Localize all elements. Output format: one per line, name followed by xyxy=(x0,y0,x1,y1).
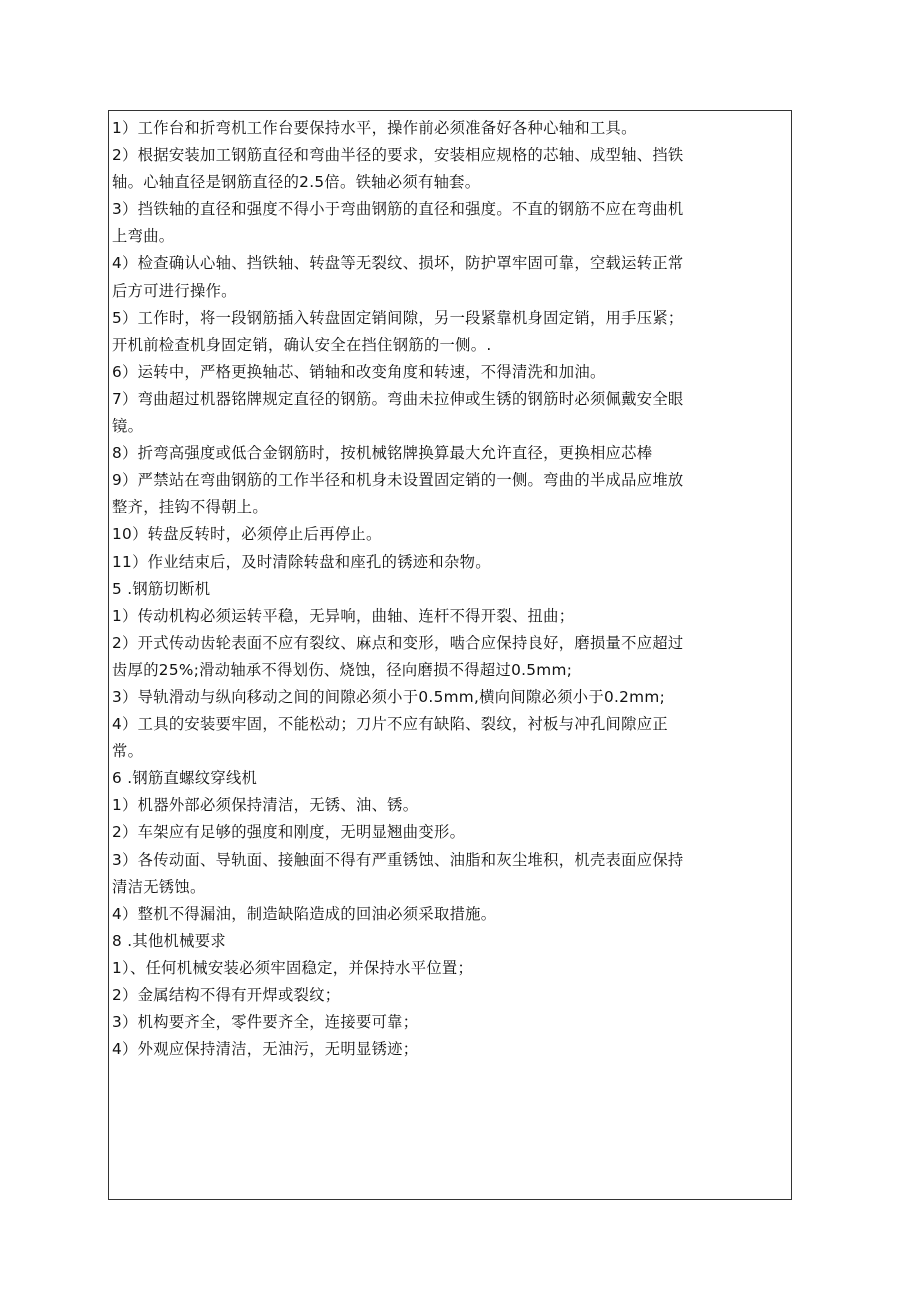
text-line: 镜。 xyxy=(112,417,144,436)
text-line: 9）严禁站在弯曲钢筋的工作半径和机身未设置固定销的一侧。弯曲的半成品应堆放 xyxy=(112,471,684,490)
text-line: 1）机器外部必须保持清洁，无锈、油、锈。 xyxy=(112,796,419,815)
section-heading: 6 .钢筋直螺纹穿线机 xyxy=(112,769,258,788)
text-line: 11）作业结束后，及时清除转盘和座孔的锈迹和杂物。 xyxy=(112,552,491,571)
text-line: 4）整机不得漏油，制造缺陷造成的回油必须采取措施。 xyxy=(112,904,497,923)
text-line: 4）检查确认心轴、挡铁轴、转盘等无裂纹、损坏，防护罩牢固可靠，空载运转正常 xyxy=(112,254,684,273)
text-line: 常。 xyxy=(112,742,144,761)
text-line: 1）传动机构必须运转平稳，无异响，曲轴、连杆不得开裂、扭曲； xyxy=(112,606,575,625)
text-line: 3）导轨滑动与纵向移动之间的间隙必须小于0.5mm,横向间隙必须小于0.2mm; xyxy=(112,687,666,706)
text-line: 8）折弯高强度或低合金钢筋时，按机械铭牌换算最大允许直径，更换相应芯棒 xyxy=(112,444,653,463)
text-line: 6）运转中，严格更换轴芯、销轴和改变角度和转速，不得清洗和加油。 xyxy=(112,362,606,381)
text-line: 10）转盘反转时，必须停止后再停止。 xyxy=(112,525,382,544)
section-heading: 8 .其他机械要求 xyxy=(112,931,226,950)
text-line: 2）开式传动齿轮表面不应有裂纹、麻点和变形，啮合应保持良好，磨损量不应超过 xyxy=(112,633,684,652)
text-line: 1）工作台和折弯机工作台要保持水平，操作前必须准备好各种心轴和工具。 xyxy=(112,119,637,137)
text-line: 轴。心轴直径是钢筋直径的2.5倍。铁轴必须有轴套。 xyxy=(112,173,481,192)
text-line: 7）弯曲超过机器铭牌规定直径的钢筋。弯曲未拉伸或生锈的钢筋时必须佩戴安全眼 xyxy=(112,389,684,408)
section-heading: 5 .钢筋切断机 xyxy=(112,579,211,598)
text-line: 后方可进行操作。 xyxy=(112,281,237,300)
text-line: 4）工具的安装要牢固，不能松动；刀片不应有缺陷、裂纹，衬板与冲孔间隙应正 xyxy=(112,715,668,734)
text-line: 开机前检查机身固定销，确认安全在挡住钢筋的一侧。. xyxy=(112,335,492,354)
text-line: 1）、任何机械安装必须牢固稳定，并保持水平位置； xyxy=(112,958,474,977)
text-line: 上弯曲。 xyxy=(112,227,175,246)
text-line: 3）挡铁轴的直径和强度不得小于弯曲钢筋的直径和强度。不直的钢筋不应在弯曲机 xyxy=(112,200,684,219)
text-line: 2）车架应有足够的强度和刚度，无明显翘曲变形。 xyxy=(112,823,466,842)
text-line: 3）各传动面、导轨面、接触面不得有严重锈蚀、油脂和灰尘堆积，机壳表面应保持 xyxy=(112,850,684,869)
text-line: 齿厚的25%;滑动轴承不得划伤、烧蚀，径向磨损不得超过0.5mm; xyxy=(112,660,573,679)
text-line: 2）根据安装加工钢筋直径和弯曲半径的要求，安装相应规格的芯轴、成型轴、挡铁 xyxy=(112,146,684,165)
text-line: 4）外观应保持清洁，无油污，无明显锈迹； xyxy=(112,1040,419,1059)
text-line: 5）工作时，将一段钢筋插入转盘固定销间隙，另一段紧靠机身固定销，用手压紧； xyxy=(112,308,684,327)
text-line: 清洁无锈蚀。 xyxy=(112,877,206,896)
text-line: 3）机构要齐全，零件要齐全，连接要可靠； xyxy=(112,1013,419,1032)
text-line: 整齐，挂钩不得朝上。 xyxy=(112,498,268,517)
text-line: 2）金属结构不得有开焊或裂纹； xyxy=(112,986,341,1004)
text-block xyxy=(112,115,788,1063)
